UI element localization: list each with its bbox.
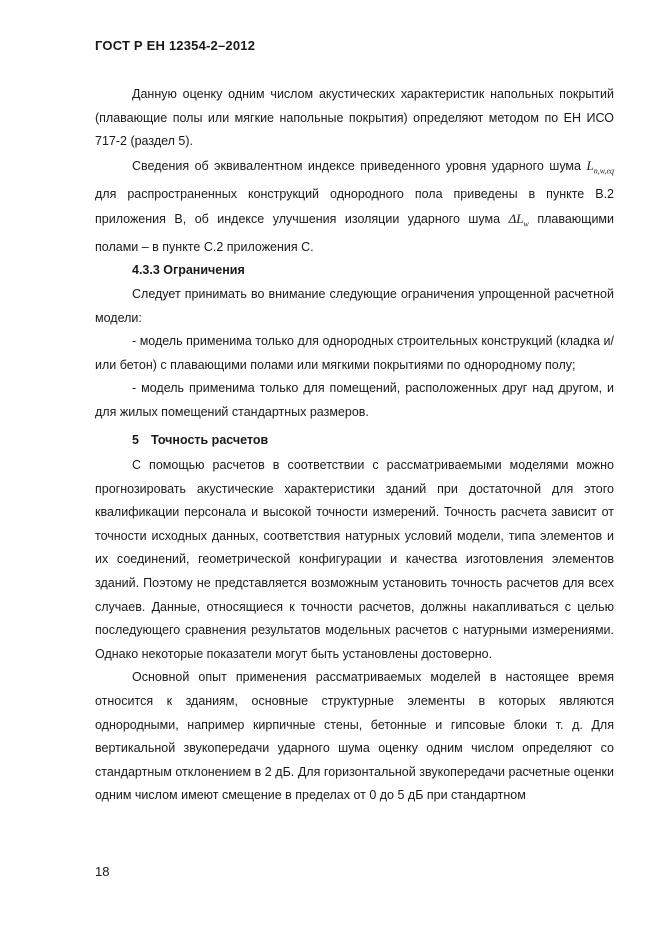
list-item-limitation-2: - модель применима только для помещений, расположенных друг над другом, и для жилых помещений стандартных размеров. [95,381,614,419]
symbol-delta-lw: $\Delta L_w$ [508,210,529,229]
paragraph-equivalent-index [95,154,614,260]
page-body [95,83,614,808]
section-title: Точность расчетов [151,432,269,447]
paragraph-experience: Основной опыт применения рассматриваемых моделей в настоящее время относится к зданиям, основные структурные элементы в которых являются однородными, например кирпичные стены, бетонные и гипсовые блоки т. д. Для вертикальной звукопередачи ударного шума оценку одним числом определяют со стандартным отклонением в 2 дБ. Для горизонтальной звукопередачи расчетные оценки одним числом имеют смещение в пределах от 0 до 5 дБ при стандартном [95,670,614,803]
list-item-limitation-1: - модель применима только для однородных строительных конструкций (кладка и/или бетон) с плавающими полами или мягкими покрытиями по однородному полу; [95,334,614,372]
paragraph-text: плавающими полами – в пункте С.2 приложения С. [95,211,614,254]
paragraph-accuracy: С помощью расчетов в соответствии с рассматриваемыми моделями можно прогнозировать акустические характеристики зданий при достаточной для этого квалификации персонала и высокой точности измерений. Точность расчета зависит от точности исходных данных, соответствия натурных условий модели, типа элементов и их соединений, геометрической конфигурации и качества изготовления элементов зданий. Поэтому не представляется возможным установить точность расчетов для всех случаев. Данные, относящиеся к точности расчетов, должны накапливаться с целью последующего сравнения результатов модельных расчетов с натурными измерениями. Однако некоторые показатели могут быть установлены достоверно. [95,458,614,661]
page-number: 18 [95,864,110,879]
paragraph-limitations-intro: Следует принимать во внимание следующие ограничения упрощенной расчетной модели: [95,286,614,325]
section-number: 5 [132,432,139,447]
symbol-lnweq: $L_{n,w,eq}$ [586,157,614,176]
section-heading-5 [95,429,614,453]
section-heading-4-3-3: 4.3.3 Ограничения [132,263,245,278]
document-header: ГОСТ Р ЕН 12354-2–2012 [95,38,256,53]
paragraph-rating-method: Данную оценку одним числом акустических характеристик напольных покрытий (плавающие полы или мягкие напольные покрытия) определяют методом по ЕН ИСО 717-2 (раздел 5). [95,87,614,149]
paragraph-text: для распространенных конструкций однородного пола приведены в пункте В.2 приложения В, об индексе улучшения изоляции ударного шума [95,186,614,226]
paragraph-text: Сведения об эквивалентном индексе приведенного уровня ударного шума [132,158,581,173]
